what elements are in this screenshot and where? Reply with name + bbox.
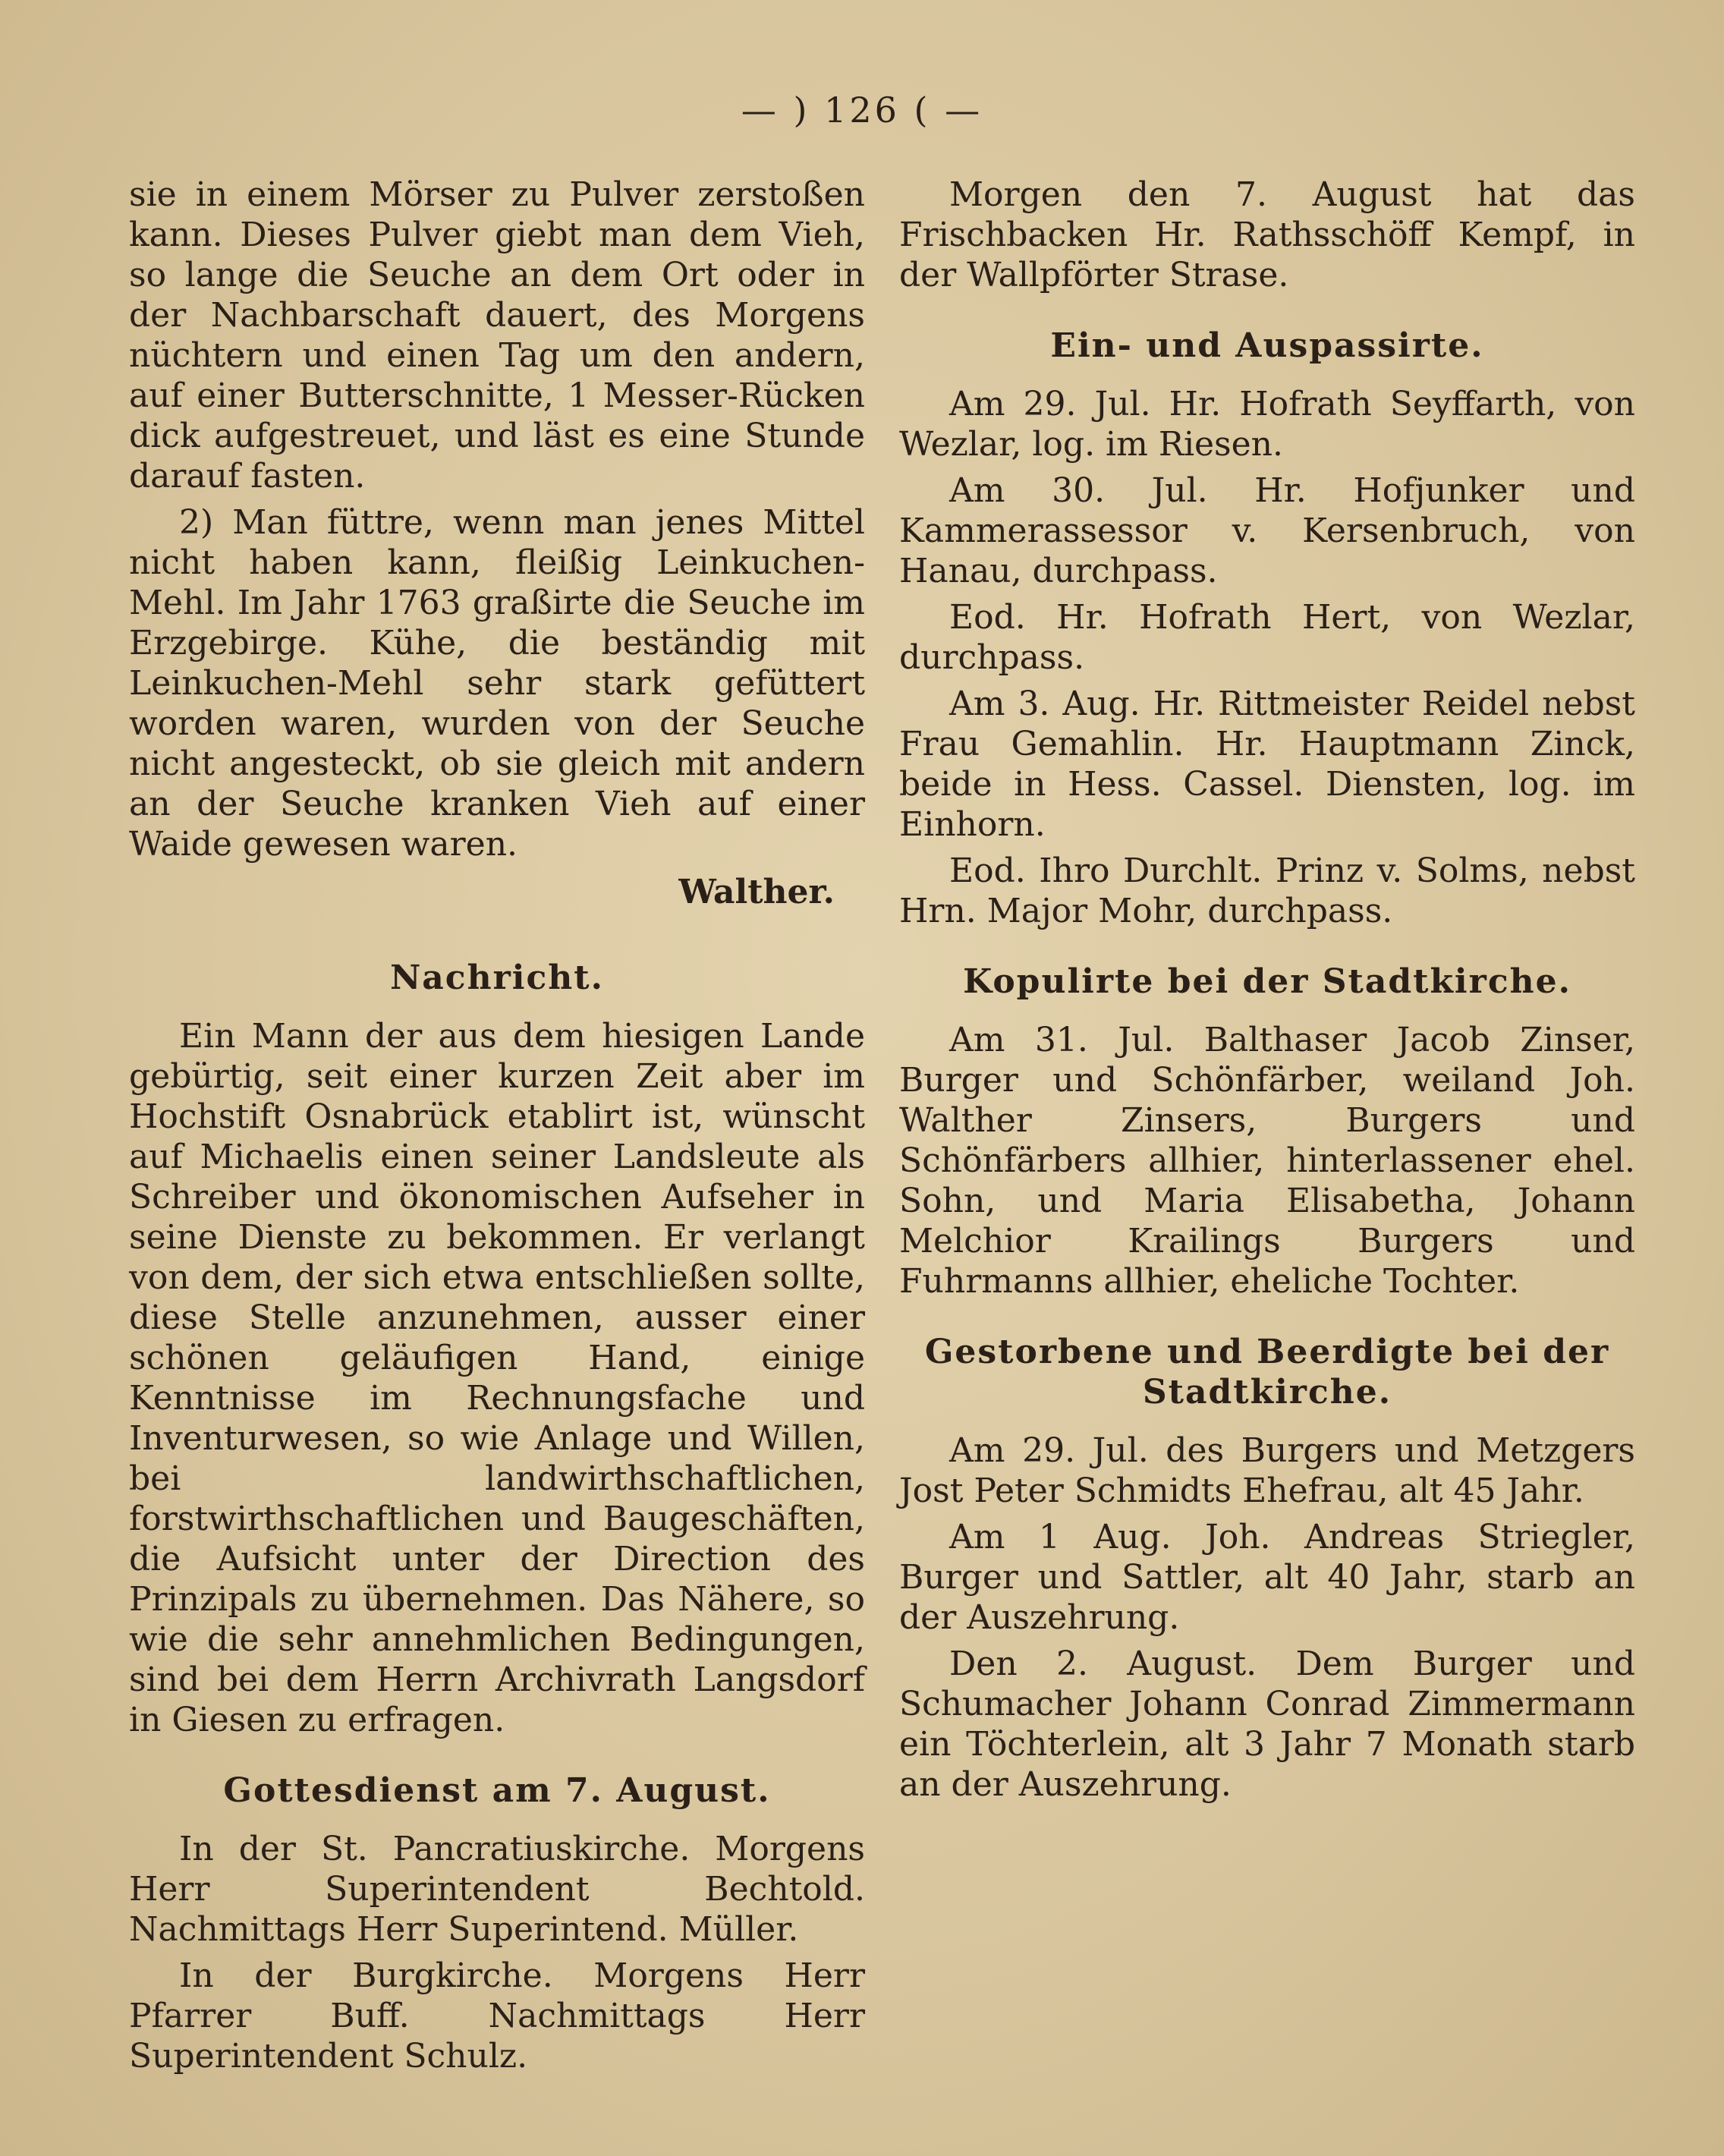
continued-text: Morgen den 7. August hat das Frischbacken Hr. Rathsschöff Kempf, in der Wallpförter Strase.: [899, 175, 1635, 294]
right-column: [899, 175, 1635, 1811]
gottesdienst-heading: Gottesdienst am 7. August.: [223, 1771, 771, 1810]
passirte-heading: Ein- und Auspassirte.: [1050, 326, 1484, 365]
nachricht-text: Ein Mann der aus dem hiesigen Lande gebürtig, seit einer kurzen Zeit aber im Hochstift Osnabrück etablirt ist, wünscht auf Michaelis einen seiner Landsleute als Schreiber und ökonomischen Aufseher in seine Dienste zu bekommen. Er verlangt von dem, der sich etwa entschließen sollte, diese Stelle anzunehmen, ausser einer schönen geläufigen Hand, einige Kenntnisse im Rechnungsfache und Inventurwesen, so wie Anlage und Willen, bei landwirthschaftlichen, forstwirthschaftlichen und Baugeschäften, die Aufsicht unter der Direction des Prinzipals zu übernehmen. Das Nähere, so wie die sehr annehmlichen Bedingungen, sind bei dem Herrn Archivrath Langsdorf in Giesen zu erfragen.: [129, 1017, 865, 1739]
kopulirte-heading: Kopulirte bei der Stadtkirche.: [963, 962, 1571, 1001]
nachricht-heading: Nachricht.: [390, 958, 604, 997]
left-column: [129, 175, 865, 2082]
gestorbene-entry: Am 1 Aug. Joh. Andreas Striegler, Burger und Sattler, alt 40 Jahr, starb an der Auszehrung.: [899, 1518, 1635, 1637]
passirte-entry: Am 3. Aug. Hr. Rittmeister Reidel nebst Frau Gemahlin. Hr. Hauptmann Zinck, beide in Hess. Cassel. Diensten, log. im Einhorn.: [899, 685, 1635, 844]
gottesdienst-entry: In der St. Pancratiuskirche. Morgens Herr Superintendent Bechtold. Nachmittags Herr Superintend. Müller.: [129, 1830, 865, 1949]
passirte-entry: Eod. Ihro Durchlt. Prinz v. Solms, nebst Hrn. Major Mohr, durchpass.: [899, 851, 1635, 930]
gestorbene-entry: Am 29. Jul. des Burgers und Metzgers Jost Peter Schmidts Ehefrau, alt 45 Jahr.: [899, 1431, 1635, 1510]
gestorbene-heading: Gestorbene und Beerdigte bei der Stadtkirche.: [924, 1333, 1610, 1412]
paragraph-2: 2) Man füttre, wenn man jenes Mittel nicht haben kann, fleißig Leinkuchen-Mehl. Im Jahr 1763 graßirte die Seuche im Erzgebirge. Kühe, die beständig mit Leinkuchen-Mehl sehr stark gefüttert worden waren, wurden von der Seuche nicht angesteckt, ob sie gleich mit andern an der Seuche kranken Vieh auf einer Waide gewesen waren.: [129, 503, 865, 864]
kopulirte-entry: Am 31. Jul. Balthaser Jacob Zinser, Burger und Schönfärber, weiland Joh. Walther Zinsers, Burgers und Schönfärbers allhier, hinterlassener ehel. Sohn, und Maria Elisabetha, Johann Melchior Krailings Burgers und Fuhrmanns allhier, eheliche Tochter.: [899, 1021, 1635, 1301]
signature: Walther.: [678, 873, 835, 911]
passirte-entry: Am 30. Jul. Hr. Hofjunker und Kammerassessor v. Kersenbruch, von Hanau, durchpass.: [899, 471, 1635, 590]
continued-text: sie in einem Mörser zu Pulver zerstoßen kann. Dieses Pulver giebt man dem Vieh, so lange die Seuche an dem Ort oder in der Nachbarschaft dauert, des Morgens nüchtern und einen Tag um den andern, auf einer Butterschnitte, 1 Messer-Rücken dick aufgestreuet, und läst es eine Stunde darauf fasten.: [129, 175, 865, 496]
gestorbene-entry: Den 2. August. Dem Burger und Schumacher Johann Conrad Zimmermann ein Töchterlein, alt 3 Jahr 7 Monath starb an der Auszehrung.: [899, 1645, 1635, 1804]
passirte-entry: Eod. Hr. Hofrath Hert, von Wezlar, durchpass.: [899, 598, 1635, 677]
passirte-entry: Am 29. Jul. Hr. Hofrath Seyffarth, von Wezlar, log. im Riesen.: [899, 385, 1635, 464]
page-number: — ) 126 ( —: [741, 90, 983, 131]
gottesdienst-entry: In der Burgkirche. Morgens Herr Pfarrer Buff. Nachmittags Herr Superintendent Schulz.: [129, 1956, 865, 2076]
